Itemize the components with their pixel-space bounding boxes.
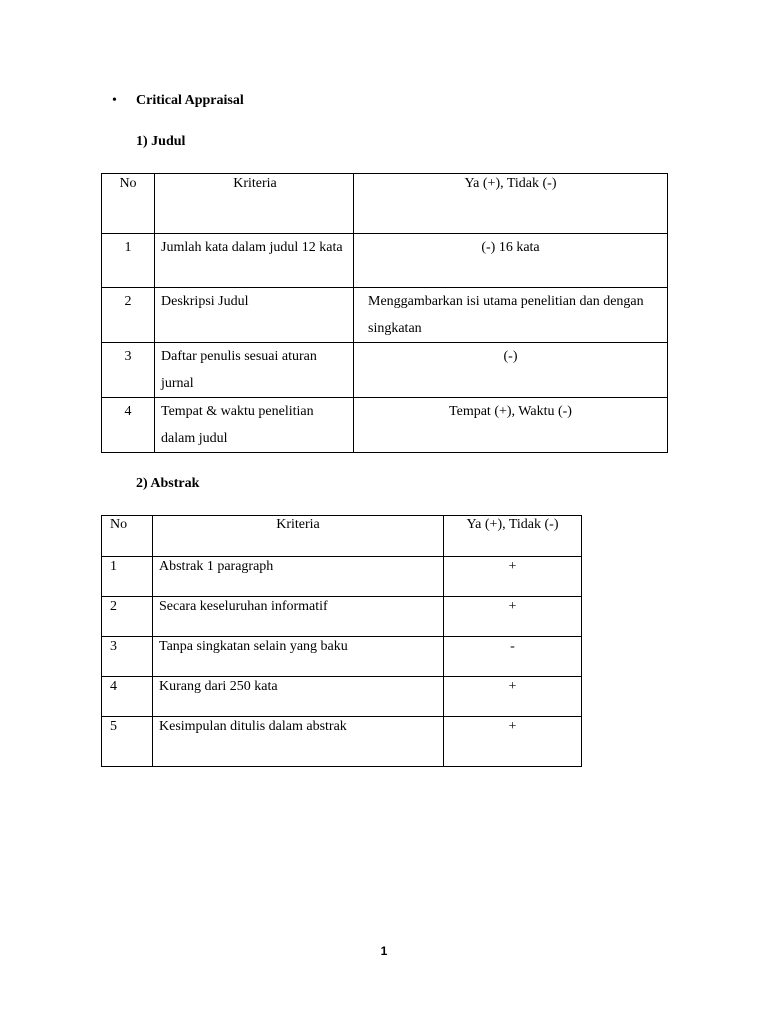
row-ya-tidak: (-) [354,343,668,398]
row-ya-tidak: Tempat (+), Waktu (-) [354,398,668,453]
row-ya-tidak: + [444,597,582,637]
judul-table [101,173,668,453]
table-row [102,343,668,398]
row-no: 2 [102,597,153,637]
row-ya-tidak: + [444,717,582,767]
section-heading-abstrak: 2) Abstrak [136,476,200,491]
header-ya-tidak: Ya (+), Tidak (-) [354,174,668,234]
header-kriteria: Kriteria [155,174,354,234]
row-no: 1 [102,557,153,597]
page-number: 1 [380,944,388,958]
row-ya-tidak: Menggambarkan isi utama penelitian dan dengan singkatan [354,288,668,343]
header-no: No [102,516,153,557]
table-row [102,717,582,767]
row-kriteria: Daftar penulis sesuai aturan jurnal [155,343,354,398]
row-no: 4 [102,677,153,717]
row-ya-tidak: + [444,677,582,717]
header-ya-tidak: Ya (+), Tidak (-) [444,516,582,557]
table-row [102,677,582,717]
row-ya-tidak: (-) 16 kata [354,234,668,288]
row-no: 5 [102,717,153,767]
table-row [102,637,582,677]
row-no: 3 [102,343,155,398]
row-kriteria: Kesimpulan ditulis dalam abstrak [153,717,444,767]
table-row [102,597,582,637]
table-row [102,557,582,597]
critical-appraisal-heading [112,93,244,109]
critical-appraisal-title: Critical Appraisal [136,93,244,108]
section-heading-judul: 1) Judul [136,134,186,149]
row-no: 1 [102,234,155,288]
table-row [102,234,668,288]
row-kriteria: Jumlah kata dalam judul 12 kata [155,234,354,288]
row-kriteria: Deskripsi Judul [155,288,354,343]
table-row [102,288,668,343]
row-ya-tidak: - [444,637,582,677]
row-no: 2 [102,288,155,343]
row-kriteria: Kurang dari 250 kata [153,677,444,717]
row-no: 3 [102,637,153,677]
bullet-icon: • [112,93,117,108]
row-ya-tidak: + [444,557,582,597]
table-row [102,398,668,453]
header-no: No [102,174,155,234]
row-kriteria: Secara keseluruhan informatif [153,597,444,637]
table-header-row [102,174,668,234]
row-kriteria: Tanpa singkatan selain yang baku [153,637,444,677]
row-kriteria: Tempat & waktu penelitian dalam judul [155,398,354,453]
abstrak-table [101,515,582,767]
table-header-row [102,516,582,557]
header-kriteria: Kriteria [153,516,444,557]
row-kriteria: Abstrak 1 paragraph [153,557,444,597]
row-no: 4 [102,398,155,453]
